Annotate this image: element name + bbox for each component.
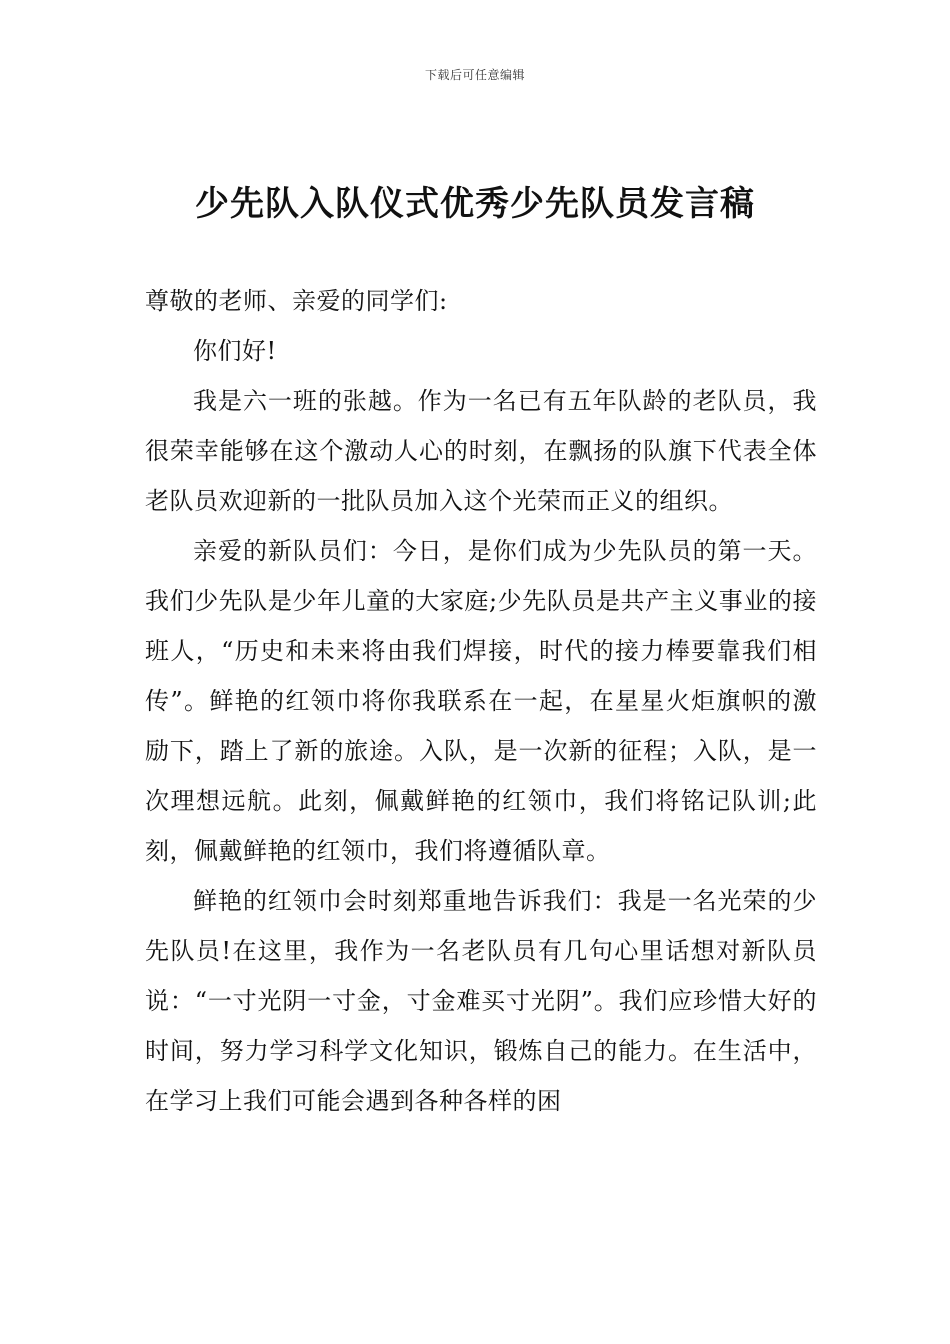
salutation: 尊敬的老师、亲爱的同学们:: [145, 287, 448, 315]
page-header-note: 下载后可任意编辑: [424, 68, 525, 82]
paragraph-welcome-new-members: 亲爱的新队员们：今日，是你们成为少先队员的第一天。我们少先队是少年儿童的大家庭;少先队员是共产主义事业的接班人，“历史和未来将由我们焊接，时代的接力棒要靠我们相传”。鲜艳的红领巾将你我联系在一起，在星星火炬旗帜的激励下，踏上了新的旅途。入队，是一次新的征程；入队，是一次理想远航。此刻，佩戴鲜艳的红领巾，我们将铭记队训;此刻，佩戴鲜艳的红领巾，我们将遵循队章。: [145, 537, 817, 865]
document-title: 少先队入队仪式优秀少先队员发言稿: [195, 184, 755, 224]
paragraph-advice: 鲜艳的红领巾会时刻郑重地告诉我们：我是一名光荣的少先队员!在这里，我作为一名老队员有几句心里话想对新队员说：“一寸光阴一寸金，寸金难买寸光阴”。我们应珍惜大好的时间，努力学习科学文化知识，锻炼自己的能力。在生活中，在学习上我们可能会遇到各种各样的困: [145, 887, 817, 1115]
document-body: [145, 276, 817, 1126]
paragraph-introduction: 我是六一班的张越。作为一名已有五年队龄的老队员，我很荣幸能够在这个激动人心的时刻，在飘扬的队旗下代表全体老队员欢迎新的一批队员加入这个光荣而正义的组织。: [145, 387, 817, 515]
paragraph-greeting: 你们好!: [193, 337, 277, 365]
